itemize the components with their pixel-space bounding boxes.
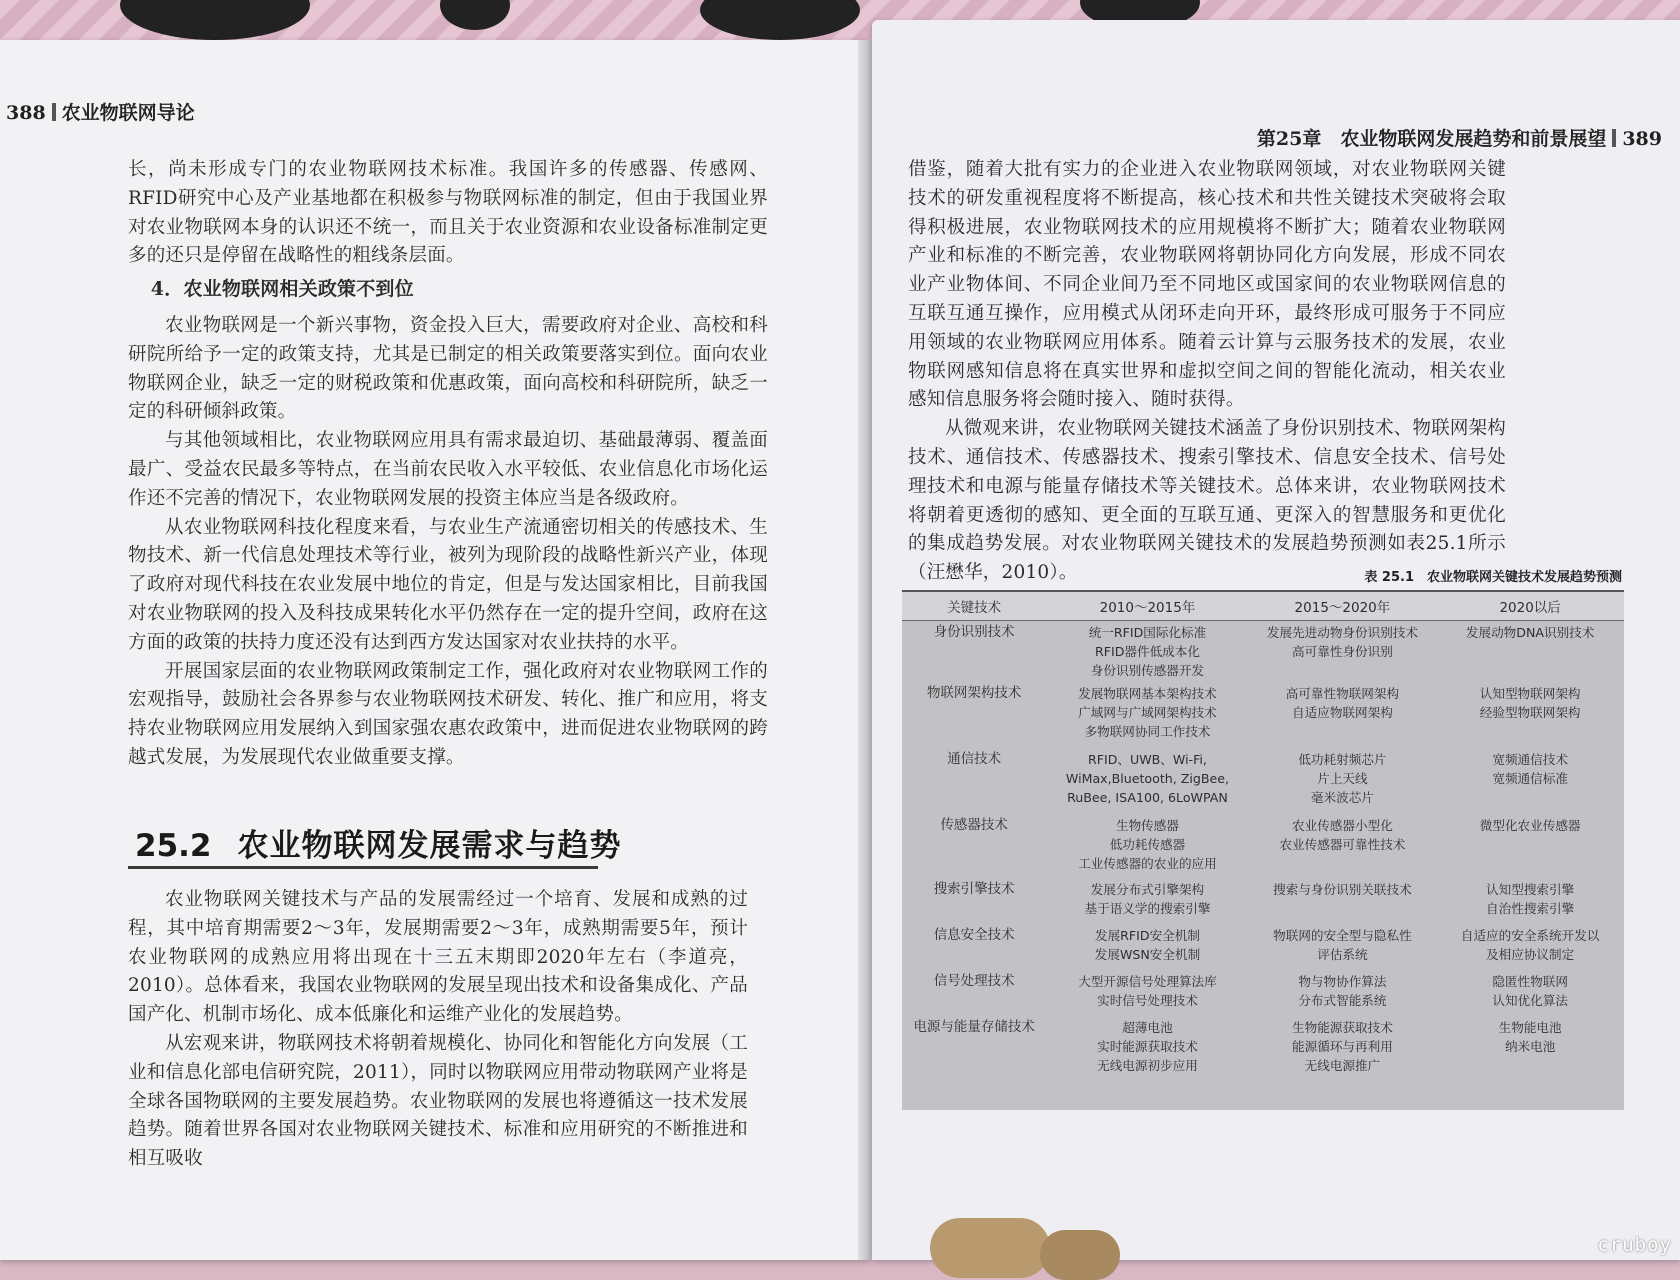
cell-line: 低功耗传感器 [1109,837,1186,852]
table-row [902,878,1624,924]
cell-line: 宽频通信标准 [1492,771,1568,786]
table-cell [1046,970,1248,1016]
paragraph: 农业物联网是一个新兴事物，资金投入巨大，需要政府对企业、高校和科研院所给予一定的政策支持，尤其是已制定的相关政策要落实到位。面向农业物联网企业，缺乏一定的财税政策和优惠政策，面向高校和科研院所，缺乏一定的科研倾斜政策。 [128,314,768,423]
table-cell [1046,1016,1248,1084]
table-key-cell: 通信技术 [947,751,1002,767]
table-key-cell: 搜索引擎技术 [933,881,1015,897]
table-cell [1249,878,1437,924]
cell-line: 宽频通信技术 [1492,752,1568,767]
trend-table [902,590,1624,1110]
table-cell [1249,814,1437,878]
left-running-head [6,98,195,125]
cell-line: 农业传感器可靠性技术 [1279,837,1406,852]
table-key-cell: 身份识别技术 [933,624,1015,640]
header-bar [52,103,56,121]
cell-line: 评估系统 [1317,947,1368,962]
table-cell [1249,748,1437,814]
table-row [902,924,1624,970]
table-key-cell: 物联网架构技术 [926,685,1022,701]
table-cell [1046,814,1248,878]
cell-line: 实时信号处理技术 [1097,993,1198,1008]
table-cell [1436,924,1624,970]
table-cell [1436,814,1624,878]
section-heading [135,820,622,865]
cell-line: 发展WSN安全机制 [1094,947,1201,962]
cell-line: 生物能源获取技术 [1292,1020,1393,1035]
paragraph: 借鉴，随着大批有实力的企业进入农业物联网领域，对农业物联网关键技术的研发重视程度将不断提高，核心技术和共性关键技术突破将会取得积极进展，农业物联网技术的应用规模将不断扩大；随着农业物联网产业和标准的不断完善，农业物联网将朝协同化方向发展，形成不同农业产业物体间、不同企业间乃至不同地区或国家间的农业物联网信息的互联互通互操作，应用模式从闭环走向开环，最终形成可服务于不同应用领域的农业物联网应用体系。随着云计算与云服务技术的发展，农业物联网感知信息将在真实世界和虚拟空间之间的智能化流动，相关农业感知信息服务将会随时接入、随时获得。 [908,159,1506,411]
table-header-cell: 关键技术 [902,591,1046,621]
cell-line: 隐匿性物联网 [1492,974,1568,989]
cell-line: 广域网与广域网架构技术 [1078,705,1217,720]
cell-line: 统一RFID国际化标准 [1088,625,1207,640]
cell-line: RuBee, ISA100, 6LoWPAN [1067,790,1228,805]
cell-line: 高可靠性物联网架构 [1285,686,1400,701]
table-cell [1046,878,1248,924]
right-text-block [908,156,1506,588]
cell-line: 认知型物联网架构 [1479,686,1581,701]
cell-line: 工业传感器的农业的应用 [1078,856,1217,871]
table-row [902,814,1624,878]
table-cell [1436,878,1624,924]
table-key-cell: 传感器技术 [940,817,1008,833]
finger-at-bottom [930,1218,1050,1278]
cell-line: 生物传感器 [1115,818,1179,833]
section-rule [128,866,598,869]
cell-line: 纳米电池 [1504,1039,1556,1054]
table-row [902,970,1624,1016]
table-cell [1249,682,1437,748]
table-cell [1046,621,1248,683]
table-cell [1046,682,1248,748]
paragraph: 开展国家层面的农业物联网政策制定工作，强化政府对农业物联网工作的宏观指导，鼓励社会各界参与农业物联网技术研发、转化、推广和应用，将支持农业物联网应用发展纳入到国家强农惠农政策中，进而促进农业物联网的跨越式发展，为发展现代农业做重要支撑。 [128,660,768,768]
table-key-cell: 电源与能量存储技术 [913,1019,1035,1035]
table-cell [1436,682,1624,748]
cell-line: 及相应协议制定 [1486,947,1575,962]
cell-line: 多物联网协同工作技术 [1084,724,1211,739]
cell-line: 自治性搜索引擎 [1486,901,1575,916]
paragraph: 从宏观来讲，物联网技术将朝着规模化、协同化和智能化方向发展（工业和信息化部电信研究院，2011），同时以物联网应用带动物联网产业将是全球各国物联网的主要发展趋势。农业物联网的发展也将遵循这一技术发展趋势。随着世界各国对农业物联网关键技术、标准和应用研究的不断推进和相互吸收 [128,1032,748,1170]
table-row [902,682,1624,748]
cell-line: 农业传感器小型化 [1292,818,1393,833]
cell-line: 微型化农业传感器 [1479,818,1581,833]
cell-line: 低功耗射频芯片 [1298,752,1387,767]
cell-line: 发展物联网基本架构技术 [1078,686,1217,701]
table-cell [1249,924,1437,970]
chapter-header: 第25章 农业物联网发展趋势和前景展望 [1256,128,1607,150]
table-header-cell: 2020以后 [1436,591,1624,621]
left-text-block-bottom [128,886,748,1174]
table-cell [1249,970,1437,1016]
section-title: 农业物联网发展需求与趋势 [237,828,622,864]
left-page [0,40,870,1260]
table-row [902,1016,1624,1084]
table-header-row [902,591,1624,621]
cell-line: 大型开源信号处理算法库 [1078,974,1217,989]
right-running-head [1257,124,1662,151]
table-cell [1046,924,1248,970]
cell-line: 能源循环与再利用 [1292,1039,1393,1054]
left-text-block-top [128,156,768,773]
cell-line: 认知型搜索引擎 [1486,882,1575,897]
cell-line: 认知优化算法 [1492,993,1568,1008]
left-page-number: 388 [6,102,46,124]
cell-line: 生物能电池 [1498,1020,1562,1035]
subsection-heading: 4．农业物联网相关政策不到位 [150,278,414,301]
cell-line: 毫米波芯片 [1310,790,1374,805]
finger-at-bottom [1040,1230,1120,1280]
table-caption: 表 25.1 农业物联网关键技术发展趋势预测 [1364,570,1622,585]
table-cell [1436,621,1624,683]
cell-line: 发展分布式引擎架构 [1090,882,1205,897]
book-title: 农业物联网导论 [61,102,195,124]
table-header-cell: 2015～2020年 [1249,591,1437,621]
table-key-cell: 信号处理技术 [933,973,1015,989]
cell-line: 超薄电池 [1122,1020,1173,1035]
paragraph: 从农业物联网科技化程度来看，与农业生产流通密切相关的传感技术、生物技术、新一代信息处理技术等行业，被列为现阶段的战略性新兴产业，体现了政府对现代科技在农业发展中地位的肯定，但是与发达国家相比，目前我国对农业物联网的投入及科技成果转化水平仍然存在一定的提升空间，政府在这方面的政策的扶持力度还没有达到西方发达国家对农业扶持的水平。 [128,516,768,653]
cell-line: 自适应的安全系统开发以 [1460,928,1600,943]
header-bar [1612,129,1616,147]
cell-line: 无线电源推广 [1304,1058,1381,1073]
cell-line: 基于语义学的搜索引擎 [1084,901,1211,916]
table-cell [1436,1016,1624,1084]
cell-line: 发展先进动物身份识别技术 [1266,625,1418,640]
cell-line: 实时能源获取技术 [1097,1039,1198,1054]
section-number: 25.2 [135,828,212,864]
table-cell [1249,621,1437,683]
table-header-cell: 2010～2015年 [1046,591,1248,621]
paragraph: 长，尚未形成专门的农业物联网技术标准。我国许多的传感器、传感网、RFID研究中心及产业基地都在积极参与物联网标准的制定，但由于我国业界对农业物联网本身的认识还不统一，而且关于农业资源和农业设备标准制定更多的还只是停留在战略性的粗线条层面。 [128,159,768,267]
cell-line: 物与物协作算法 [1298,974,1387,989]
cell-line: RFID器件低成本化 [1094,644,1200,659]
table-cell [1436,748,1624,814]
cell-line: RFID、UWB、Wi-Fi, [1087,752,1207,767]
paragraph: 从微观来讲，农业物联网关键技术涵盖了身份识别技术、物联网架构技术、通信技术、传感器技术、搜索引擎技术、信息安全技术、信号处理技术和电源与能量存储技术等关键技术。总体来讲，农业物联网技术将朝着更透彻的感知、更全面的互联互通、更深入的智慧服务和更优化的集成趋势发展。对农业物联网关键技术的发展趋势预测如表25.1所示（汪懋华，2010）。 [908,418,1507,584]
cell-line: 自适应物联网架构 [1292,705,1393,720]
cell-line: 发展RFID安全机制 [1094,928,1200,943]
cell-line: 高可靠性身份识别 [1292,644,1393,659]
cell-line: 搜索与身份识别关联技术 [1273,882,1412,897]
cell-line: 发展动物DNA识别技术 [1465,625,1595,640]
cell-line: 物联网的安全型与隐私性 [1273,928,1412,943]
table-row [902,748,1624,814]
cell-line: 分布式智能系统 [1298,993,1387,1008]
paragraph: 与其他领域相比，农业物联网应用具有需求最迫切、基础最薄弱、覆盖面最广、受益农民最多等特点，在当前农民收入水平较低、农业信息化市场化运作还不完善的情况下，农业物联网发展的投资主体应当是各级政府。 [128,430,768,509]
table-cell [1436,970,1624,1016]
right-page-number: 389 [1622,128,1662,150]
watermark: cruboy [1597,1234,1672,1256]
table-cell [1249,1016,1437,1084]
table-cell [1046,748,1248,814]
table-key-cell: 信息安全技术 [933,927,1015,943]
cell-line: 无线电源初步应用 [1097,1058,1198,1073]
paragraph: 农业物联网关键技术与产品的发展需经过一个培育、发展和成熟的过程，其中培育期需要2～3年，发展期需要2～3年，成熟期需要5年，预计农业物联网的成熟应用将出现在十三五末期即2020年左右（李道亮，2010）。总体看来，我国农业物联网的发展呈现出技术和设备集成化、产品国产化、机制市场化、成本低廉化和运维产业化的发展趋势。 [128,889,748,1026]
cell-line: 经验型物联网架构 [1479,705,1581,720]
table-row [902,621,1624,683]
cell-line: 身份识别传感器开发 [1090,663,1205,678]
cell-line: 片上天线 [1317,771,1368,786]
cell-line: WiMax,Bluetooth, ZigBee, [1065,771,1230,786]
